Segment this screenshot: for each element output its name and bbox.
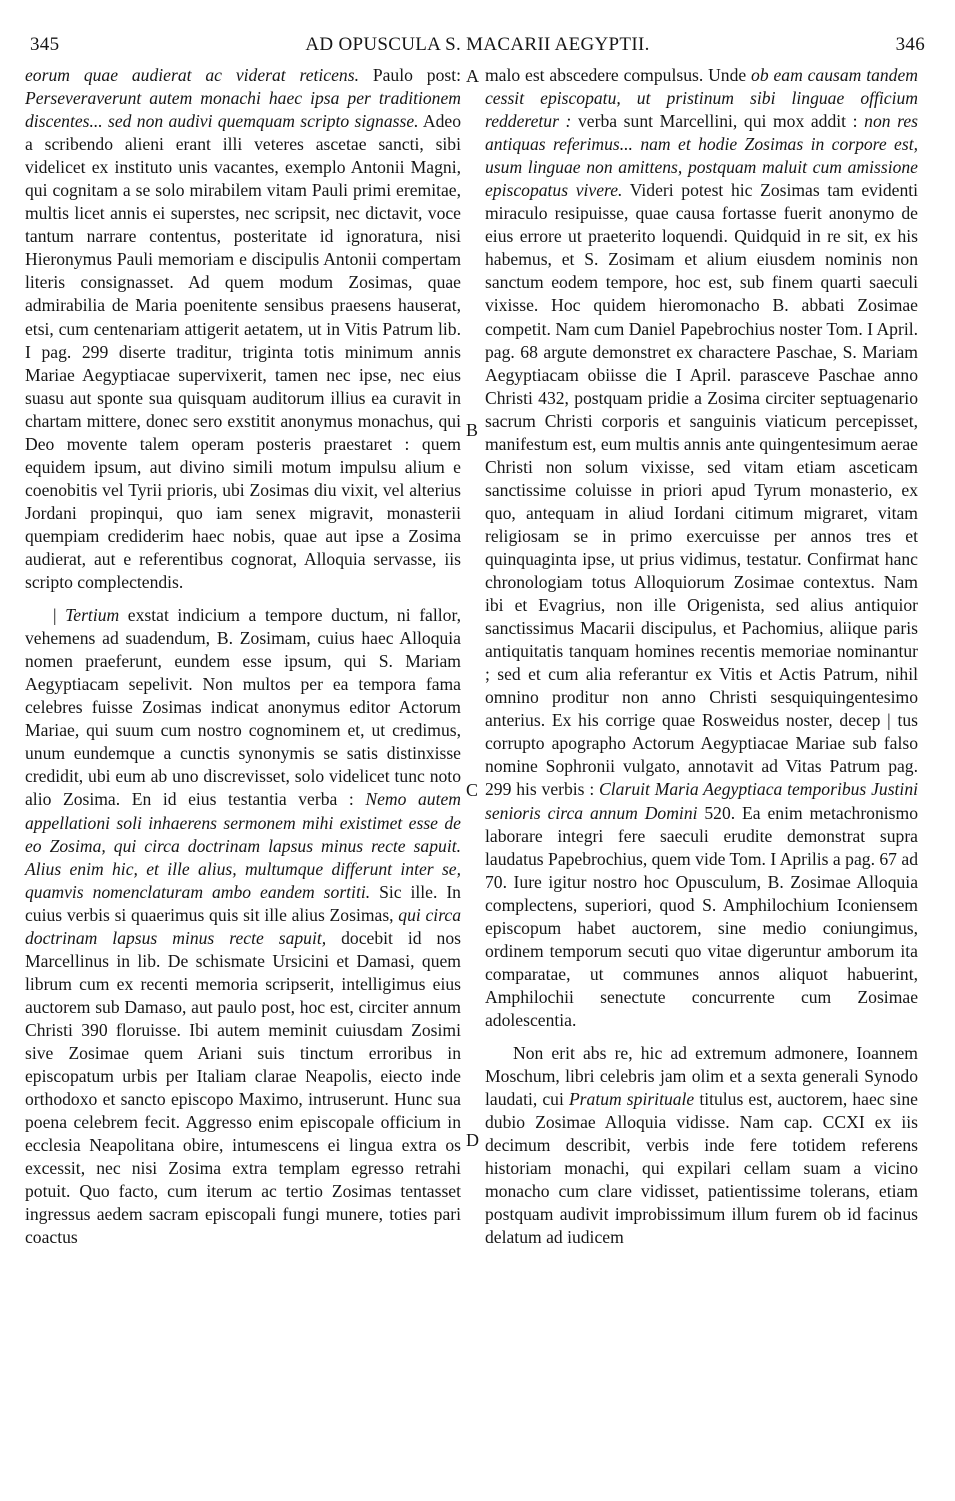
- page-number-left: 345: [30, 34, 60, 55]
- page-number-right: 346: [895, 34, 925, 55]
- margin-marker-b: B: [466, 420, 479, 440]
- italic-run: Claruit Maria Aegyptiaca temporibus Justini senioris circa annum Domini: [485, 779, 919, 823]
- italic-run: ob eam causam tandem cessit episcopatu, ut pristinum sibi linguae officium redderetur :: [485, 65, 918, 132]
- left-column: [25, 64, 461, 1249]
- page-header: [30, 34, 925, 58]
- text-run: Adeo a scribendo alieni erant illi veteres ascetae sancti, sibi videlicet ex instituto unis vacantes, exemplo Antonii Magni, qui cognitam a se solo mirabilem vitam Pauli primi eremitae, multis licet annis ei superstes, nec scripsit, nec dictavit, voce tantum narrare contentus, posteritate id ignoratura, nisi Hieronymus Pauli memoriam e discipulis Antonii compertam literis consignasset. Ad quem modum Zosimas, quae admirabilia de Maria poenitente sensibus praesens hauserat, etsi, cum centenariam attigerit aetatem, ut in Vitis Patrum lib. I pag. 299 diserte traditur, triginta totis minimum annis Mariae Aegyptiacae supervixerit, tamen nec ipse, nec eius suasu aut sponte sua quisquam auditorum illius ea curavit in chartam mittere, donec sero exstitit anonymus monachus, qui Deo movente talem operam posteris praestaret : quem equidem ipsum, aut divino simili motum impulsu alium e coenobitis vel Tyrii prioris, ubi Zosimas diu vixit, vel alterius Jordani propinqui, quo iam senex migravit, monasterii quempiam crediderim haec nobis, quae aut ipse a Zosima audierat, aut e referentibus cognorat, Alloquia servasse, iis scripto complectendis.: [25, 111, 461, 593]
- margin-marker-c: C: [466, 780, 479, 800]
- italic-run: non res antiquas referimus... nam et hodie Zosimas in corpore est, usum linguae non amittens, postquam maluit cum amissione episcopatus vivere.: [485, 111, 919, 201]
- italic-run: eorum quae audierat ac viderat reticens.: [25, 65, 359, 85]
- text-run: Non erit abs re, hic ad extremum admonere, Ioannem Moschum, libri celebris jam olim et a sexta generali Synodo laudati, cui: [485, 1042, 918, 1110]
- left-paragraph-2: [25, 604, 461, 1249]
- italic-run: Pratum spirituale: [568, 1089, 695, 1110]
- text-run: malo est abscedere compulsus. Unde: [485, 65, 752, 85]
- text-run: 520. Ea enim metachronismo laborare integri fere saeculi erudite demonstrat supra laudatus Papebrochius, quem vide Tom. I Aprilis a pag. 67 ad 70. Iure igitur nostro hoc Opusculum, B. Zosimae Alloquia complectens, superiori, quod S. Amphilochium Iconiensem episcopum habet auctorem, sine medio coniungimus, ordinem temporum secuti quo vitae digeruntur amborum ita comparatae, ut communes annos aliquot habuerint, Amphilochii senectute concurrente cum Zosimae adolescentia.: [485, 802, 918, 1030]
- left-paragraph-1: [25, 64, 461, 594]
- running-title: AD OPUSCULA S. MACARII AEGYPTII.: [305, 34, 650, 55]
- text-run: Sic ille. In cuius verbis si quaerimus quis sit ille alius Zosimas,: [25, 881, 461, 925]
- text-run: |: [53, 605, 66, 626]
- text-run: verba sunt Marcellini, qui mox addit :: [571, 111, 865, 132]
- italic-run: qui circa doctrinam lapsus minus recte sapuit,: [25, 904, 461, 948]
- text-run: docebit id nos Marcellinus in lib. De schismate Ursicini et Damasi, quem librum cum ex recenti memoria scripserit, intelligimus eius auctorem sub Damaso, aut paulo post, hoc est, circiter annum Christi 390 floruisse. Ibi autem meminit cuiusdam Zosimi sive Zosimae quem Ariani suis tinctum erroribus in episcopatum urbis per Italiam clarae Neapolis, eiecto inde orthodoxo et sancto episcopo Maximo, intruserunt. Hunc sua poena celebrem fecit. Aggresso enim episcopale officium in ecclesia Neapolitana obire, intumescens ei lingua extra os excessit, nec nisi Zosima extra templam egresso retrahi potuit. Quo facto, cum iterum ac tertio Zosimas tentasset ingressus aedem sacram episcopali fungi munere, toties pari coactus: [25, 927, 461, 1248]
- text-run: exstat indicium a tempore ductum, ni fallor, vehemens ad suadendum, B. Zosimam, cuius haec Alloquia nomen praeferunt, eundem esse ipsum, qui S. Mariam Aegyptiacam sepelivit. Non multos per ea tempora fama celebres fuisse Zosimas indicat anonymus editor Actorum Mariae, qui suum cum nostro cognominem et, ut credimus, unum eundemque a cunctis synonymis se satis distinxisse credidit, ubi eum ab uno discrevisset, solo videlicet tunc noto alio Zosima. En id eius testantia verba :: [25, 605, 461, 810]
- italic-run: Nemo autem appellationi soli inhaerens sermonem mihi existimet esse de eo Zosima, qui circa doctrinam lapsus minus recte sapuit. Alius enim hic, et ille alius, multumque differunt inter se, quamvis nomenclaturam ambo eandem sortiti.: [25, 789, 461, 902]
- margin-marker-a: A: [466, 66, 479, 86]
- text-run: titulus est, auctorem, haec sine dubio Zosimae Alloquia vidisse. Nam cap. CCXI ex iis decimum describit, verbis inde fere totidem referens historiam monachi, qui expilari cellam suam a vicino monacho cum clare vidisset, patientissime tolerans, etiam postquam audivit improbissimum illum furem ob id facinus delatum ad iudicem: [485, 1089, 918, 1248]
- right-paragraph-1: [485, 64, 918, 1032]
- right-column: [485, 64, 918, 1249]
- text-run: Videri potest hic Zosimas tam evidenti miraculo resipuisse, quae causa fortasse fuerit anonymo de eius errore ut praeterito loquendi. Quidquid in re sit, ex his habemus, et S. Zosimam et alium eiusdem nominis non sanctum eodem tempore, hoc est, sub finem quarti saeculi vixisse. Hoc quidem hieromonacho B. abbati Zosimae competit. Nam cum Daniel Papebrochius noster Tom. I April. pag. 68 argute demonstret ex charactere Paschae, S. Mariam Aegyptiacam obiisse die I April. parasceve Paschae anno Christi 432, postquam pridie a Zosima circiter septuagenario sacrum Christi corporis et sanguinis viaticum percepisset, manifestum est, eum multis annis ante quingentesimum aerae Christi non solum vixisse, sed vitam etiam asceticam sanctissime coluisse in priori apud Tyrum monasterio, ex quo, antequam in aliud Iordani citimum migraret, vitam religiosam se in primo exercuisse per annos tres et quinquaginta ipse, ut prius vidimus, testatur. Confirmat hanc chronologiam totus Alloquiorum Zosimae contextus. Nam ibi et Evagrius, non ille Origenista, sed alius antiquior sanctissimus Macarii discipulus, et Pachomius, aliique paris antiquitatis tanquam homines recentis memoriae nominantur ; sed et cum alia referantur ex Vitis et Actis Patrum, nihil omnino proditur non anno Christi sesquiquingentesimo anterius. Ex his corrige quae Rosweidus noster, decep | tus corrupto apographo Actorum Aegyptiacae Mariae sub falso nomine Sophronii vulgato, annotavit ad Vitas Patrum pag. 299 his verbis :: [485, 180, 919, 800]
- margin-marker-d: D: [466, 1130, 479, 1150]
- text-run: Paulo post:: [358, 65, 461, 85]
- italic-run: Perseveraverunt autem monachi haec ipsa per traditionem discentes... sed non audivi quemquam scripto signasse.: [25, 88, 461, 132]
- right-paragraph-2: [485, 1042, 918, 1249]
- italic-run: Tertium: [65, 605, 120, 626]
